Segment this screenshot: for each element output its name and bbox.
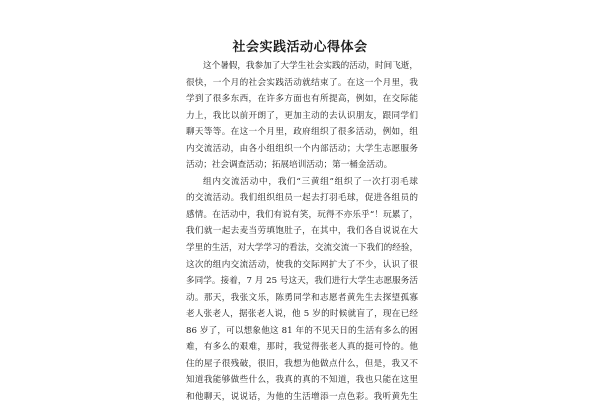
text-line: 我们就一起去麦当劳填饱肚子，在其中，我们各自说说在大 bbox=[186, 226, 418, 237]
text-line: 住的屋子很残破，很旧，我想为他做点什么，但是，我又不 bbox=[186, 358, 418, 369]
text-line: 这个暑假，我参加了大学生社会实践的活动，时间飞逝， bbox=[203, 61, 418, 71]
text-line: 学到了很多东西，在许多方面也有所提高，例如，在交际能 bbox=[186, 94, 418, 105]
text-line: 动。那天，我张文乐，陈勇同学和志愿者黄先生去探望孤寡 bbox=[186, 292, 418, 303]
text-line: 难，有多么的艰难，那时，我觉得张老人真的挺可怜的。他 bbox=[186, 342, 418, 353]
text-line: 力上，我比以前开朗了，更加主动的去认识朋友，跟同学们 bbox=[186, 110, 418, 121]
text-line: 多同学。接着，7 月 25 号这天，我们进行大学生志愿服务活 bbox=[186, 276, 418, 287]
document-title: 社会实践活动心得体会 bbox=[232, 40, 368, 55]
text-line: 感情。在活动中，我们有说有笑，玩得不亦乐乎“！玩累了， bbox=[186, 209, 418, 220]
text-line: 聊天等等。在这一个月里，政府组织了很多活动，例如，组 bbox=[186, 127, 418, 138]
document-body bbox=[186, 58, 418, 405]
text-line: 内交流活动，由各小组组织一个内部活动；大学生志愿服务 bbox=[186, 143, 418, 154]
text-line: 和他聊天，说说话，为他的生活增添一点色彩。我听黄先生 bbox=[186, 391, 418, 402]
text-line: 很快，一个月的社会实践活动就结束了。在这一个月里，我 bbox=[186, 77, 418, 88]
text-line: 这次的组内交流活动，使我的交际网扩大了不少，认识了很 bbox=[186, 259, 418, 270]
text-line: 的交流活动。我们组织组员一起去打羽毛球，促进各组员的 bbox=[186, 193, 418, 204]
text-line: 组内交流活动中，我们“三黄组”组织了一次打羽毛球 bbox=[203, 176, 418, 187]
text-line: 活动；社会调查活动；拓展培训活动；第一桶金活动。 bbox=[186, 160, 393, 171]
text-line: 86 岁了，可以想象他这 81 年的不见天日的生活有多么的困 bbox=[186, 325, 418, 336]
text-line: 学里的生活，对大学学习的看法，交流交流一下我们的经验， bbox=[186, 243, 418, 254]
text-line: 知道我能够做些什么，我真的真的不知道，我也只能在这里 bbox=[186, 375, 418, 386]
text-line: 老人张老人，据张老人说，他 5 岁的时候就盲了，现在已经 bbox=[186, 309, 418, 320]
